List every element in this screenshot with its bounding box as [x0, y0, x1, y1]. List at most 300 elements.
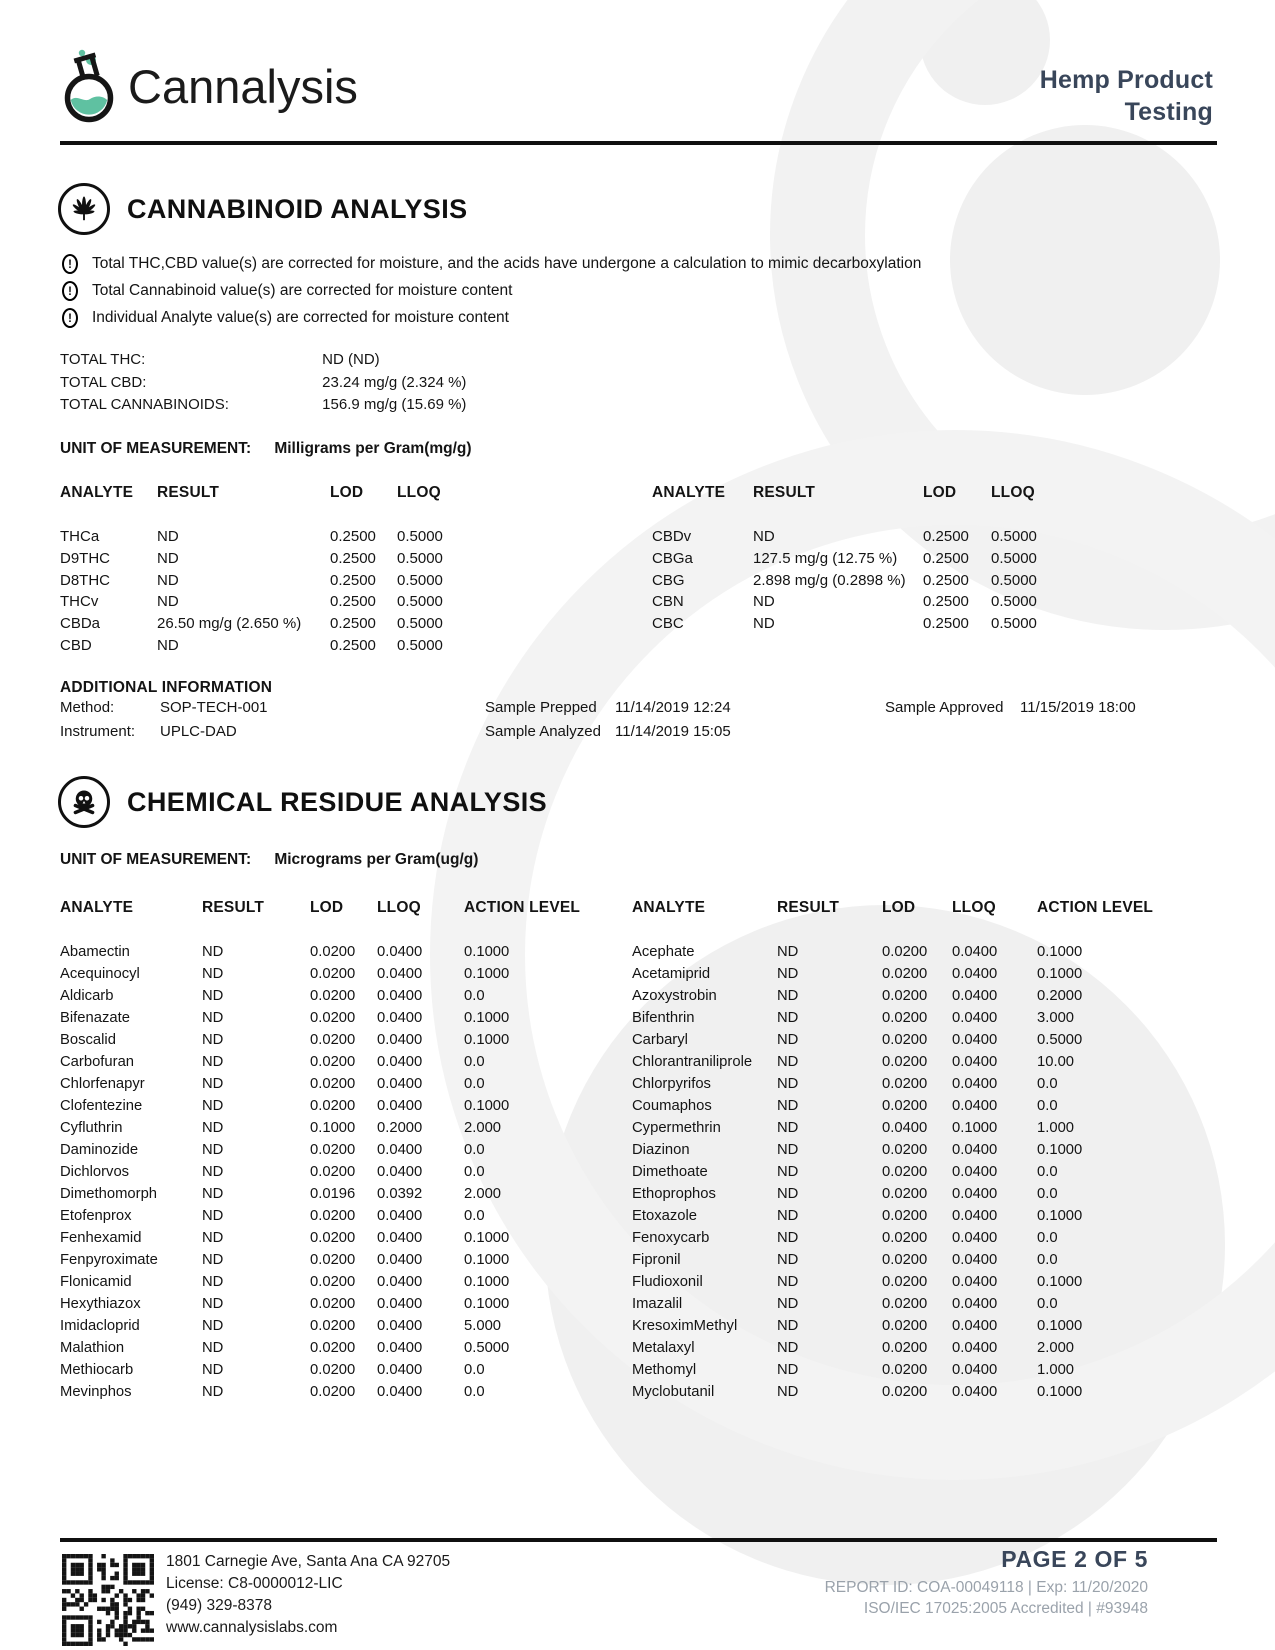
table-cell: ND: [777, 966, 799, 982]
table-cell: 0.0200: [310, 1098, 356, 1114]
document-type-title: Hemp Product Testing: [1039, 66, 1213, 126]
table-cell: Acequinocyl: [60, 966, 140, 982]
table-row: [60, 613, 490, 635]
table-cell: 0.1000: [464, 1296, 510, 1312]
table-cell: 0.5000: [397, 571, 443, 589]
table-cell: 0.0200: [882, 1362, 928, 1378]
table-cell: ND: [202, 1384, 224, 1400]
table-cell: Abamectin: [60, 944, 130, 960]
table-cell: 0.0400: [952, 1384, 998, 1400]
table-cell: 0.0200: [310, 1274, 356, 1290]
table-row: [632, 1249, 1177, 1271]
table-cell: ND: [777, 1230, 799, 1246]
table-cell: ND: [777, 1120, 799, 1136]
exclamation-icon: [62, 281, 78, 301]
table-cell: ND: [157, 571, 179, 589]
table-cell: ND: [202, 1186, 224, 1202]
table-cell: Aldicarb: [60, 988, 114, 1004]
table-cell: ND: [202, 1274, 224, 1290]
table-cell: Hexythiazox: [60, 1296, 141, 1312]
table-cell: 0.0400: [377, 1362, 423, 1378]
table-cell: THCv: [60, 593, 99, 611]
table-cell: Chlorfenapyr: [60, 1076, 145, 1092]
table-cell: 2.000: [1037, 1340, 1075, 1356]
table-cell: 0.0400: [377, 988, 423, 1004]
exclamation-icon: [62, 308, 78, 328]
lab-license: License: C8-0000012-LIC: [166, 1575, 343, 1592]
lab-address: 1801 Carnegie Ave, Santa Ana CA 92705: [166, 1553, 451, 1570]
cannabinoid-table-left: [60, 482, 490, 656]
table-cell: 0.1000: [952, 1120, 998, 1136]
table-row: [60, 1183, 590, 1205]
table-cell: 0.0400: [952, 966, 998, 982]
table-cell: ND: [777, 1054, 799, 1070]
table-cell: ND: [202, 988, 224, 1004]
table-cell: 0.2500: [923, 571, 969, 589]
table-cell: ND: [753, 593, 775, 611]
table-cell: THCa: [60, 528, 100, 546]
table-row: [652, 591, 1092, 613]
table-cell: Fenhexamid: [60, 1230, 142, 1246]
table-cell: ND: [753, 528, 775, 546]
table-cell: Myclobutanil: [632, 1384, 715, 1400]
table-cell: Coumaphos: [632, 1098, 712, 1114]
table-cell: 0.0400: [377, 1054, 423, 1070]
section-title: CANNABINOID ANALYSIS: [127, 193, 468, 224]
table-cell: Flonicamid: [60, 1274, 132, 1290]
note-line: ! Total Cannabinoid value(s) are corrected for moisture content: [62, 280, 921, 301]
table-cell: ND: [202, 1054, 224, 1070]
table-row: [60, 963, 590, 985]
table-cell: 0.0: [1037, 1252, 1058, 1268]
table-cell: 0.0200: [310, 1384, 356, 1400]
table-cell: ND: [777, 1274, 799, 1290]
lab-phone: (949) 329-8378: [166, 1597, 272, 1614]
table-cell: 0.1000: [464, 944, 510, 960]
table-row: [632, 1095, 1177, 1117]
table-row: [632, 1359, 1177, 1381]
instrument-row: Instrument: UPLC-DAD Sample Analyzed 11/14/2019 15:05: [60, 723, 731, 740]
table-cell: 0.2500: [923, 528, 969, 546]
table-row: [632, 1205, 1177, 1227]
table-row: [632, 1051, 1177, 1073]
table-cell: Chlorantraniliprole: [632, 1054, 753, 1070]
table-cell: ND: [157, 528, 179, 546]
table-cell: 0.5000: [464, 1340, 510, 1356]
table-cell: 0.1000: [464, 1274, 510, 1290]
table-cell: ND: [157, 636, 179, 654]
table-cell: CBDv: [652, 528, 692, 546]
table-cell: 0.0200: [882, 1252, 928, 1268]
table-cell: 26.50 mg/g (2.650 %): [157, 615, 302, 633]
table-row: [60, 1359, 590, 1381]
table-cell: 0.1000: [1037, 1142, 1083, 1158]
table-row: [632, 1139, 1177, 1161]
total-cannabinoids-row: TOTAL CANNABINOIDS: 156.9 mg/g (15.69 %): [60, 396, 467, 413]
unit-of-measurement: UNIT OF MEASUREMENT: Micrograms per Gram(ug/g): [60, 851, 479, 868]
table-cell: 0.0200: [310, 1230, 356, 1246]
table-row: [60, 591, 490, 613]
table-cell: D8THC: [60, 571, 111, 589]
table-cell: Fenoxycarb: [632, 1230, 710, 1246]
residue-table-right: [632, 897, 1177, 1403]
table-cell: 0.0400: [377, 1318, 423, 1334]
table-header-row: ANALYTE RESULT LOD LLOQ ACTION LEVEL: [60, 899, 581, 916]
table-cell: Dimethoate: [632, 1164, 708, 1180]
table-cell: 0.0400: [377, 1340, 423, 1356]
table-cell: Acephate: [632, 944, 695, 960]
brand-logo: [58, 44, 358, 129]
table-cell: 0.1000: [1037, 1274, 1083, 1290]
table-cell: Acetamiprid: [632, 966, 711, 982]
table-cell: 0.5000: [1037, 1032, 1083, 1048]
table-cell: Carbaryl: [632, 1032, 688, 1048]
table-cell: 0.1000: [464, 1098, 510, 1114]
note-line: ! Individual Analyte value(s) are corrected for moisture content: [62, 307, 921, 328]
table-cell: 1.000: [1037, 1362, 1075, 1378]
table-cell: 0.0200: [882, 1318, 928, 1334]
table-cell: 0.1000: [1037, 1384, 1083, 1400]
header-divider: [60, 141, 1217, 145]
table-cell: CBC: [652, 615, 684, 633]
table-cell: ND: [202, 1010, 224, 1026]
table-cell: 0.2500: [923, 593, 969, 611]
table-cell: 0.2500: [330, 571, 376, 589]
table-cell: 0.0400: [377, 1384, 423, 1400]
table-row: [652, 526, 1092, 548]
table-cell: 0.5000: [397, 528, 443, 546]
table-cell: 0.0200: [882, 1032, 928, 1048]
table-cell: 0.5000: [397, 615, 443, 633]
table-cell: ND: [202, 1208, 224, 1224]
table-cell: 0.0400: [952, 1164, 998, 1180]
table-cell: 0.0400: [377, 966, 423, 982]
section-title: CHEMICAL RESIDUE ANALYSIS: [127, 786, 548, 817]
table-cell: 0.0200: [310, 1010, 356, 1026]
table-row: [632, 1161, 1177, 1183]
table-cell: Etofenprox: [60, 1208, 132, 1224]
table-cell: 0.0400: [952, 1098, 998, 1114]
table-row: [60, 1293, 590, 1315]
table-cell: 0.5000: [991, 593, 1037, 611]
table-header-row: ANALYTE RESULT LOD LLOQ: [60, 484, 441, 501]
table-cell: CBGa: [652, 550, 693, 568]
table-cell: 0.2500: [330, 593, 376, 611]
table-row: [632, 941, 1177, 963]
total-cbd-row: TOTAL CBD: 23.24 mg/g (2.324 %): [60, 373, 467, 391]
table-cell: 0.0400: [952, 1010, 998, 1026]
table-row: [632, 1337, 1177, 1359]
table-cell: ND: [777, 1098, 799, 1114]
table-cell: 0.0400: [377, 1230, 423, 1246]
table-cell: 0.0: [464, 1208, 485, 1224]
table-row: [652, 548, 1092, 570]
cannabinoid-table-right: [652, 482, 1092, 634]
table-cell: ND: [777, 1076, 799, 1092]
table-cell: 0.5000: [397, 593, 443, 611]
skull-crossbones-icon: [58, 776, 110, 828]
table-cell: ND: [202, 1142, 224, 1158]
table-cell: 0.0400: [952, 1208, 998, 1224]
table-cell: ND: [777, 1340, 799, 1356]
brand-name: Cannalysis: [128, 60, 358, 113]
table-cell: 0.0200: [310, 1076, 356, 1092]
table-cell: ND: [753, 615, 775, 633]
table-cell: 0.0: [1037, 1098, 1058, 1114]
table-cell: Carbofuran: [60, 1054, 135, 1070]
table-cell: 0.0400: [952, 1230, 998, 1246]
table-cell: Bifenazate: [60, 1010, 130, 1026]
table-cell: 0.0200: [882, 1274, 928, 1290]
table-cell: Bifenthrin: [632, 1010, 695, 1026]
table-cell: ND: [202, 1296, 224, 1312]
table-cell: 0.0: [1037, 1186, 1058, 1202]
table-row: [632, 1029, 1177, 1051]
table-cell: 0.0400: [377, 1252, 423, 1268]
table-cell: ND: [157, 550, 179, 568]
table-cell: 0.0400: [952, 1340, 998, 1356]
table-cell: Etoxazole: [632, 1208, 697, 1224]
table-cell: 0.5000: [397, 550, 443, 568]
table-cell: Azoxystrobin: [632, 988, 717, 1004]
table-cell: ND: [202, 1318, 224, 1334]
table-row: [60, 1029, 590, 1051]
table-cell: 0.0200: [310, 1318, 356, 1334]
table-cell: 0.0400: [952, 1076, 998, 1092]
table-cell: 0.0200: [310, 988, 356, 1004]
table-cell: 0.0200: [882, 1208, 928, 1224]
table-cell: 0.0400: [377, 1098, 423, 1114]
table-cell: Chlorpyrifos: [632, 1076, 711, 1092]
table-cell: CBG: [652, 571, 685, 589]
table-cell: 0.1000: [310, 1120, 356, 1136]
table-row: [60, 941, 590, 963]
table-cell: 0.2000: [1037, 988, 1083, 1004]
table-cell: Imidacloprid: [60, 1318, 140, 1334]
table-row: [632, 1293, 1177, 1315]
table-cell: 0.1000: [464, 966, 510, 982]
table-cell: 0.0400: [952, 1054, 998, 1070]
table-cell: Dichlorvos: [60, 1164, 130, 1180]
table-cell: 0.0200: [882, 1230, 928, 1246]
table-row: [60, 1007, 590, 1029]
table-row: [632, 1007, 1177, 1029]
table-cell: 0.0200: [882, 1340, 928, 1356]
table-cell: Fenpyroximate: [60, 1252, 158, 1268]
qr-code-icon: [62, 1554, 154, 1646]
table-cell: ND: [777, 1142, 799, 1158]
method-row: Method: SOP-TECH-001 Sample Prepped 11/14/2019 12:24 Sample Approved 11/15/2019 18:00: [60, 699, 1136, 716]
residue-table-left: [60, 897, 590, 1403]
report-id-line: REPORT ID: COA-00049118 | Exp: 11/20/2020 ISO/IEC 17025:2005 Accredited | #93948: [824, 1579, 1148, 1617]
table-cell: 0.0400: [952, 1296, 998, 1312]
table-cell: 0.5000: [991, 571, 1037, 589]
table-cell: 0.0400: [377, 944, 423, 960]
table-row: [60, 1095, 590, 1117]
table-cell: 0.0400: [952, 1362, 998, 1378]
table-cell: ND: [777, 1384, 799, 1400]
table-row: [632, 1381, 1177, 1403]
table-cell: Fipronil: [632, 1252, 681, 1268]
table-row: [60, 1117, 590, 1139]
table-cell: 0.0400: [952, 944, 998, 960]
table-header-row: ANALYTE RESULT LOD LLOQ ACTION LEVEL: [632, 899, 1154, 916]
table-cell: CBD: [60, 636, 92, 654]
residue-section-header: [58, 776, 547, 828]
table-cell: ND: [157, 593, 179, 611]
table-cell: 0.0200: [882, 1010, 928, 1026]
table-cell: 2.000: [464, 1120, 502, 1136]
table-cell: 1.000: [1037, 1120, 1075, 1136]
table-cell: Cypermethrin: [632, 1120, 721, 1136]
table-cell: 0.0: [1037, 1164, 1058, 1180]
table-row: [60, 1051, 590, 1073]
table-row: [60, 1381, 590, 1403]
table-row: [60, 1271, 590, 1293]
table-cell: 0.0200: [882, 966, 928, 982]
unit-of-measurement: UNIT OF MEASUREMENT: Milligrams per Gram(mg/g): [60, 440, 472, 457]
table-cell: 0.0200: [882, 1384, 928, 1400]
table-cell: ND: [777, 944, 799, 960]
table-cell: ND: [202, 1032, 224, 1048]
report-meta-block: [825, 1546, 1148, 1619]
table-row: [60, 548, 490, 570]
table-cell: 0.5000: [991, 615, 1037, 633]
table-cell: 0.0400: [377, 1032, 423, 1048]
note-line: ! Total THC,CBD value(s) are corrected for moisture, and the acids have undergone a calculation to mimic decarboxylation: [62, 253, 921, 274]
table-cell: 0.0196: [310, 1186, 356, 1202]
table-cell: 0.0200: [310, 966, 356, 982]
table-cell: 0.0400: [952, 1032, 998, 1048]
table-cell: 0.0: [464, 988, 485, 1004]
table-cell: ND: [777, 1032, 799, 1048]
table-cell: 0.0200: [310, 1362, 356, 1378]
table-row: [632, 1227, 1177, 1249]
table-row: [60, 1205, 590, 1227]
table-cell: 3.000: [1037, 1010, 1075, 1026]
table-cell: 0.0400: [952, 1142, 998, 1158]
table-row: [60, 1161, 590, 1183]
table-cell: 0.1000: [464, 1230, 510, 1246]
cannabis-leaf-icon: [58, 183, 110, 235]
analysis-notes: [62, 253, 921, 334]
table-cell: 0.2500: [923, 615, 969, 633]
table-cell: 0.0: [464, 1362, 485, 1378]
table-cell: D9THC: [60, 550, 111, 568]
table-cell: 2.898 mg/g (0.2898 %): [753, 571, 906, 589]
table-cell: ND: [202, 1076, 224, 1092]
table-cell: ND: [777, 1318, 799, 1334]
table-row: [60, 985, 590, 1007]
table-header-row: ANALYTE RESULT LOD LLOQ: [652, 484, 1035, 501]
table-cell: 0.0200: [310, 1142, 356, 1158]
table-cell: 0.0400: [882, 1120, 928, 1136]
table-row: [632, 1117, 1177, 1139]
table-cell: 0.1000: [1037, 1208, 1083, 1224]
totals-block: [60, 349, 466, 417]
total-thc-row: TOTAL THC: ND (ND): [60, 351, 380, 368]
table-cell: 0.0400: [377, 1010, 423, 1026]
table-cell: 0.0200: [882, 988, 928, 1004]
additional-information: ADDITIONAL INFORMATION Method: SOP-TECH-001 Sample Prepped 11/14/2019 12:24 Sample Approved 11/15/2019 18:00 Instrument: UPLC-DAD Sample Analyzed 11/14/2019 15:05: [60, 679, 1220, 745]
table-cell: 0.0200: [882, 944, 928, 960]
table-cell: 0.0400: [377, 1142, 423, 1158]
table-row: [632, 985, 1177, 1007]
table-cell: 0.0200: [310, 1208, 356, 1224]
table-cell: ND: [202, 966, 224, 982]
table-cell: ND: [777, 1010, 799, 1026]
table-cell: 0.0200: [310, 1164, 356, 1180]
footer-divider: [60, 1538, 1217, 1542]
table-cell: 0.1000: [464, 1010, 510, 1026]
table-cell: 0.0400: [952, 1252, 998, 1268]
table-cell: 0.0400: [377, 1274, 423, 1290]
table-cell: 0.1000: [464, 1032, 510, 1048]
table-cell: 0.0200: [882, 1164, 928, 1180]
table-cell: 0.2500: [330, 615, 376, 633]
table-cell: 0.0200: [310, 1054, 356, 1070]
table-cell: ND: [777, 988, 799, 1004]
table-cell: 0.1000: [464, 1252, 510, 1268]
table-cell: 0.0: [464, 1384, 485, 1400]
table-row: [60, 1139, 590, 1161]
table-cell: Diazinon: [632, 1142, 690, 1158]
table-row: [632, 1315, 1177, 1337]
table-cell: 0.5000: [991, 550, 1037, 568]
table-cell: Metalaxyl: [632, 1340, 695, 1356]
lab-website: www.cannalysislabs.com: [166, 1619, 338, 1636]
table-row: [60, 526, 490, 548]
table-cell: ND: [202, 1340, 224, 1356]
page-indicator: PAGE 2 OF 5: [1001, 1546, 1148, 1572]
exclamation-icon: [62, 254, 78, 274]
table-cell: Daminozide: [60, 1142, 139, 1158]
table-cell: 127.5 mg/g (12.75 %): [753, 550, 898, 568]
table-row: [632, 1073, 1177, 1095]
table-row: [60, 569, 490, 591]
table-cell: ND: [777, 1186, 799, 1202]
table-cell: 0.0400: [952, 1186, 998, 1202]
table-cell: 0.0400: [377, 1076, 423, 1092]
table-cell: Methiocarb: [60, 1362, 134, 1378]
table-cell: 0.0400: [377, 1208, 423, 1224]
table-cell: ND: [202, 1362, 224, 1378]
table-cell: 0.1000: [1037, 1318, 1083, 1334]
table-row: [652, 569, 1092, 591]
table-cell: 0.0200: [882, 1098, 928, 1114]
cannabinoid-section-header: [58, 183, 468, 235]
table-cell: Methomyl: [632, 1362, 697, 1378]
table-cell: ND: [202, 1164, 224, 1180]
table-cell: 0.0200: [310, 1032, 356, 1048]
table-row: [60, 1249, 590, 1271]
table-row: [632, 1271, 1177, 1293]
table-row: [60, 1337, 590, 1359]
table-cell: 0.0: [464, 1076, 485, 1092]
table-cell: 0.0: [1037, 1296, 1058, 1312]
table-cell: 0.0400: [377, 1296, 423, 1312]
table-cell: 0.2000: [377, 1120, 423, 1136]
table-cell: Fludioxonil: [632, 1274, 703, 1290]
table-row: [60, 1315, 590, 1337]
table-cell: 0.0: [1037, 1076, 1058, 1092]
table-cell: 0.2500: [330, 550, 376, 568]
table-cell: 2.000: [464, 1186, 502, 1202]
table-row: [632, 963, 1177, 985]
table-cell: 0.2500: [923, 550, 969, 568]
table-cell: ND: [202, 1120, 224, 1136]
table-cell: 0.5000: [991, 528, 1037, 546]
